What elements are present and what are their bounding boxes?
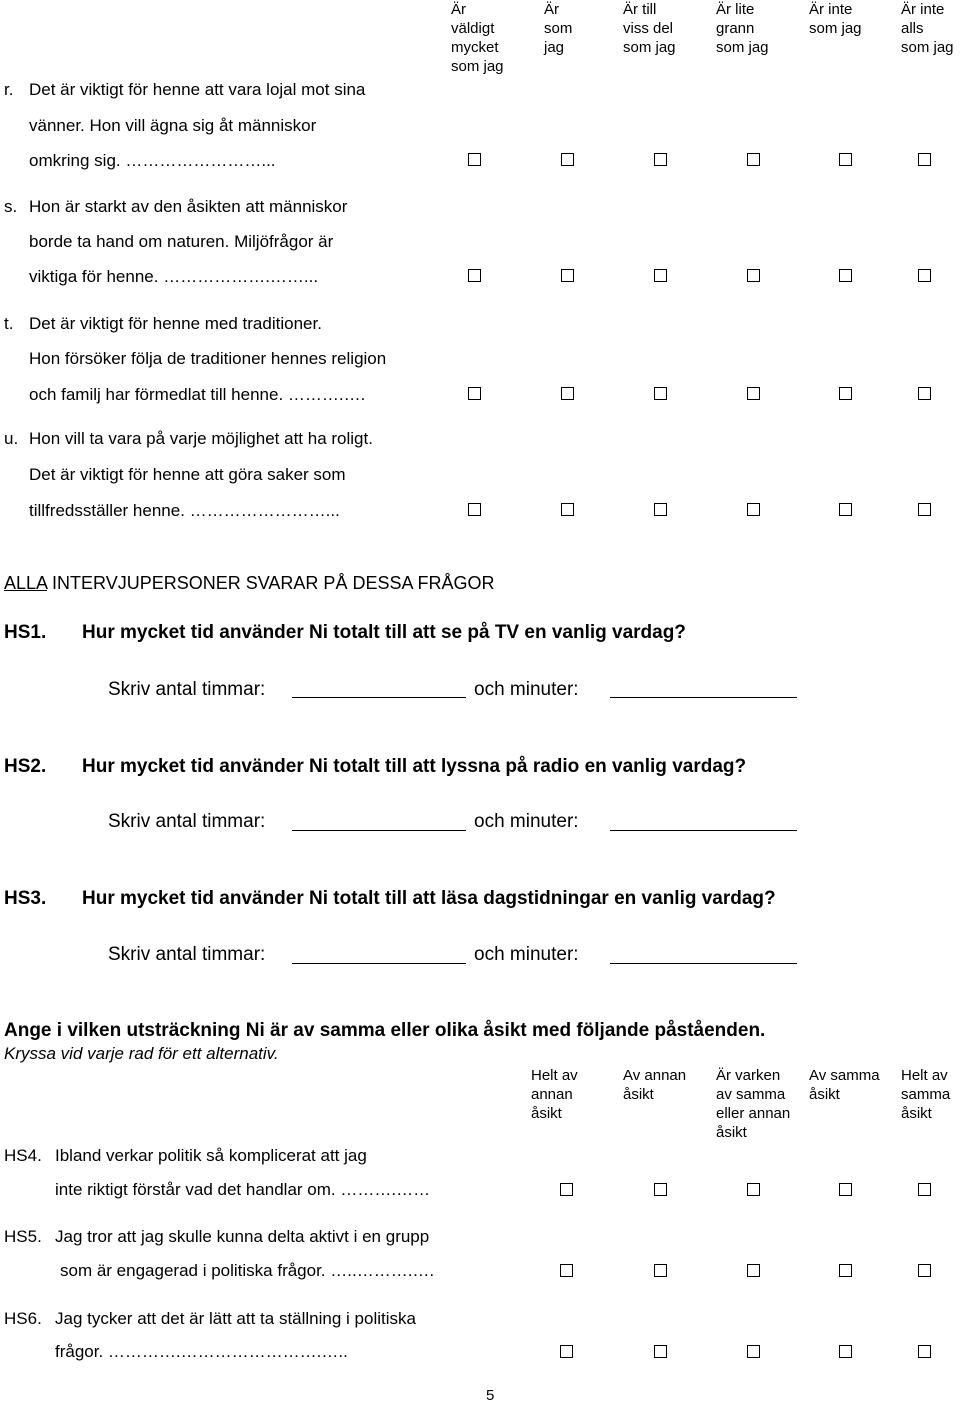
header-line: Är inte bbox=[809, 1, 853, 18]
header-line: åsikt bbox=[623, 1086, 654, 1103]
minutes-label: och minuter: bbox=[474, 811, 579, 832]
checkbox[interactable] bbox=[747, 153, 760, 166]
hours-label: Skriv antal timmar: bbox=[108, 679, 266, 700]
header-line: viss del bbox=[623, 20, 674, 37]
question-code: HS2. bbox=[4, 756, 47, 777]
item-line: vänner. Hon vill ägna sig åt människor bbox=[29, 116, 317, 135]
header-line: åsikt bbox=[901, 1105, 932, 1122]
header-line: åsikt bbox=[531, 1105, 562, 1122]
hours-input-line[interactable] bbox=[292, 963, 466, 964]
item-line: Det är viktigt för henne att göra saker som bbox=[29, 465, 346, 484]
section-heading bbox=[4, 573, 494, 594]
hours-input-line[interactable] bbox=[292, 697, 466, 698]
checkbox[interactable] bbox=[839, 153, 852, 166]
header-line: som bbox=[544, 20, 573, 37]
header-line: åsikt bbox=[809, 1086, 840, 1103]
checkbox[interactable] bbox=[654, 1264, 667, 1277]
minutes-label: och minuter: bbox=[474, 944, 579, 965]
item-letter: u. bbox=[4, 429, 19, 448]
header-line: Är inte bbox=[901, 1, 945, 18]
question-code: HS1. bbox=[4, 622, 47, 643]
checkbox[interactable] bbox=[747, 503, 760, 516]
header-line: Av annan bbox=[623, 1067, 687, 1084]
statement-line: som är engagerad i politiska frågor. …..……….…. bbox=[60, 1261, 435, 1280]
checkbox[interactable] bbox=[839, 387, 852, 400]
checkbox[interactable] bbox=[561, 269, 574, 282]
scale2-header-1 bbox=[623, 1066, 686, 1104]
header-line: jag bbox=[544, 39, 565, 56]
checkbox[interactable] bbox=[918, 269, 931, 282]
item-line: viktiga för henne. ……………….……... bbox=[29, 267, 319, 286]
checkbox[interactable] bbox=[747, 269, 760, 282]
statement-line: Ibland verkar politik så komplicerat att jag bbox=[55, 1146, 367, 1165]
hours-input-line[interactable] bbox=[292, 830, 466, 831]
header-line: av samma bbox=[716, 1086, 786, 1103]
checkbox[interactable] bbox=[654, 1345, 667, 1358]
header-line: Är bbox=[544, 1, 559, 18]
header-line: Är bbox=[451, 1, 466, 18]
minutes-input-line[interactable] bbox=[610, 830, 797, 831]
section-heading-rest: INTERVJUPERSONER SVARAR PÅ DESSA FRÅGOR bbox=[47, 573, 495, 593]
checkbox[interactable] bbox=[561, 503, 574, 516]
statement-line: frågor. ………….…………………….….. bbox=[55, 1342, 348, 1361]
checkbox[interactable] bbox=[468, 387, 481, 400]
header-line: Är lite bbox=[716, 1, 755, 18]
header-line: Är till bbox=[623, 1, 657, 18]
item-line: Hon försöker följa de traditioner hennes religion bbox=[29, 349, 387, 368]
question-code: HS3. bbox=[4, 888, 47, 909]
item-line: borde ta hand om naturen. Miljöfrågor är bbox=[29, 232, 334, 251]
checkbox[interactable] bbox=[839, 1345, 852, 1358]
header-line: samma bbox=[901, 1086, 951, 1103]
statement-line: inte riktigt förstår vad det handlar om. ……….…… bbox=[55, 1180, 431, 1199]
header-line: alls bbox=[901, 20, 924, 37]
item-line: Hon vill ta vara på varje möjlighet att ha roligt. bbox=[29, 429, 373, 448]
item-line: Det är viktigt för henne med traditioner. bbox=[29, 314, 322, 333]
checkbox[interactable] bbox=[561, 387, 574, 400]
minutes-input-line[interactable] bbox=[610, 963, 797, 964]
section-heading-prefix: ALLA bbox=[4, 573, 48, 593]
hours-label: Skriv antal timmar: bbox=[108, 811, 266, 832]
header-line: som jag bbox=[716, 39, 769, 56]
checkbox[interactable] bbox=[468, 269, 481, 282]
header-line: som jag bbox=[623, 39, 676, 56]
header-line: Är varken bbox=[716, 1067, 781, 1084]
scale1-header-2 bbox=[623, 0, 676, 57]
scale2-header-4 bbox=[901, 1066, 950, 1123]
item-line: Det är viktigt för henne att vara lojal mot sina bbox=[29, 80, 366, 99]
scale1-header-1 bbox=[544, 0, 572, 57]
agree-note: Kryssa vid varje rad för ett alternativ. bbox=[4, 1044, 279, 1063]
header-line: väldigt bbox=[451, 20, 495, 37]
checkbox[interactable] bbox=[560, 1345, 573, 1358]
scale2-header-2 bbox=[716, 1066, 790, 1142]
checkbox[interactable] bbox=[839, 1264, 852, 1277]
header-line: som jag bbox=[451, 58, 504, 75]
header-line: Av samma bbox=[809, 1067, 880, 1084]
checkbox[interactable] bbox=[747, 387, 760, 400]
checkbox[interactable] bbox=[918, 153, 931, 166]
checkbox[interactable] bbox=[654, 387, 667, 400]
question-text: Hur mycket tid använder Ni totalt till att se på TV en vanlig vardag? bbox=[82, 622, 686, 643]
checkbox[interactable] bbox=[839, 503, 852, 516]
scale1-header-0 bbox=[451, 0, 504, 76]
statement-line: Jag tror att jag skulle kunna delta aktivt i en grupp bbox=[55, 1227, 430, 1246]
agree-instruction: Ange i vilken utsträckning Ni är av samma eller olika åsikt med följande påståenden. bbox=[4, 1020, 766, 1041]
header-line: som jag bbox=[901, 39, 954, 56]
scale2-header-0 bbox=[531, 1066, 578, 1123]
question-text: Hur mycket tid använder Ni totalt till att läsa dagstidningar en vanlig vardag? bbox=[82, 888, 776, 909]
checkbox[interactable] bbox=[839, 1183, 852, 1196]
checkbox[interactable] bbox=[560, 1264, 573, 1277]
statement-code: HS4. bbox=[4, 1146, 42, 1165]
checkbox[interactable] bbox=[918, 387, 931, 400]
item-line: tillfredsställer henne. ……………………... bbox=[29, 501, 340, 520]
checkbox[interactable] bbox=[747, 1345, 760, 1358]
checkbox[interactable] bbox=[747, 1183, 760, 1196]
statement-code: HS5. bbox=[4, 1227, 42, 1246]
scale1-header-5 bbox=[901, 0, 954, 57]
checkbox[interactable] bbox=[654, 1183, 667, 1196]
header-line: som jag bbox=[809, 20, 862, 37]
item-letter: t. bbox=[4, 314, 14, 333]
statement-line: Jag tycker att det är lätt att ta ställning i politiska bbox=[55, 1309, 416, 1328]
checkbox[interactable] bbox=[468, 153, 481, 166]
minutes-label: och minuter: bbox=[474, 679, 579, 700]
item-line: omkring sig. ……………………... bbox=[29, 151, 276, 170]
checkbox[interactable] bbox=[839, 269, 852, 282]
checkbox[interactable] bbox=[654, 269, 667, 282]
minutes-input-line[interactable] bbox=[610, 697, 797, 698]
checkbox[interactable] bbox=[918, 503, 931, 516]
header-line: annan bbox=[531, 1086, 573, 1103]
scale1-header-3 bbox=[716, 0, 769, 57]
checkbox[interactable] bbox=[560, 1183, 573, 1196]
question-text: Hur mycket tid använder Ni totalt till att lyssna på radio en vanlig vardag? bbox=[82, 756, 747, 777]
header-line: eller annan bbox=[716, 1105, 791, 1122]
checkbox[interactable] bbox=[918, 1183, 931, 1196]
checkbox[interactable] bbox=[918, 1345, 931, 1358]
checkbox[interactable] bbox=[747, 1264, 760, 1277]
item-line: och familj har förmedlat till henne. ……….…. bbox=[29, 385, 366, 404]
checkbox[interactable] bbox=[654, 503, 667, 516]
header-line: grann bbox=[716, 20, 755, 37]
header-line: mycket bbox=[451, 39, 499, 56]
header-line: Helt av bbox=[901, 1067, 948, 1084]
header-line: Helt av bbox=[531, 1067, 578, 1084]
item-letter: r. bbox=[4, 80, 14, 99]
item-letter: s. bbox=[4, 197, 18, 216]
page-number: 5 bbox=[486, 1387, 495, 1404]
checkbox[interactable] bbox=[468, 503, 481, 516]
header-line: åsikt bbox=[716, 1124, 747, 1141]
checkbox[interactable] bbox=[918, 1264, 931, 1277]
item-line: Hon är starkt av den åsikten att människor bbox=[29, 197, 348, 216]
scale1-header-4 bbox=[809, 0, 862, 38]
statement-code: HS6. bbox=[4, 1309, 42, 1328]
checkbox[interactable] bbox=[654, 153, 667, 166]
hours-label: Skriv antal timmar: bbox=[108, 944, 266, 965]
scale2-header-3 bbox=[809, 1066, 880, 1104]
checkbox[interactable] bbox=[561, 153, 574, 166]
